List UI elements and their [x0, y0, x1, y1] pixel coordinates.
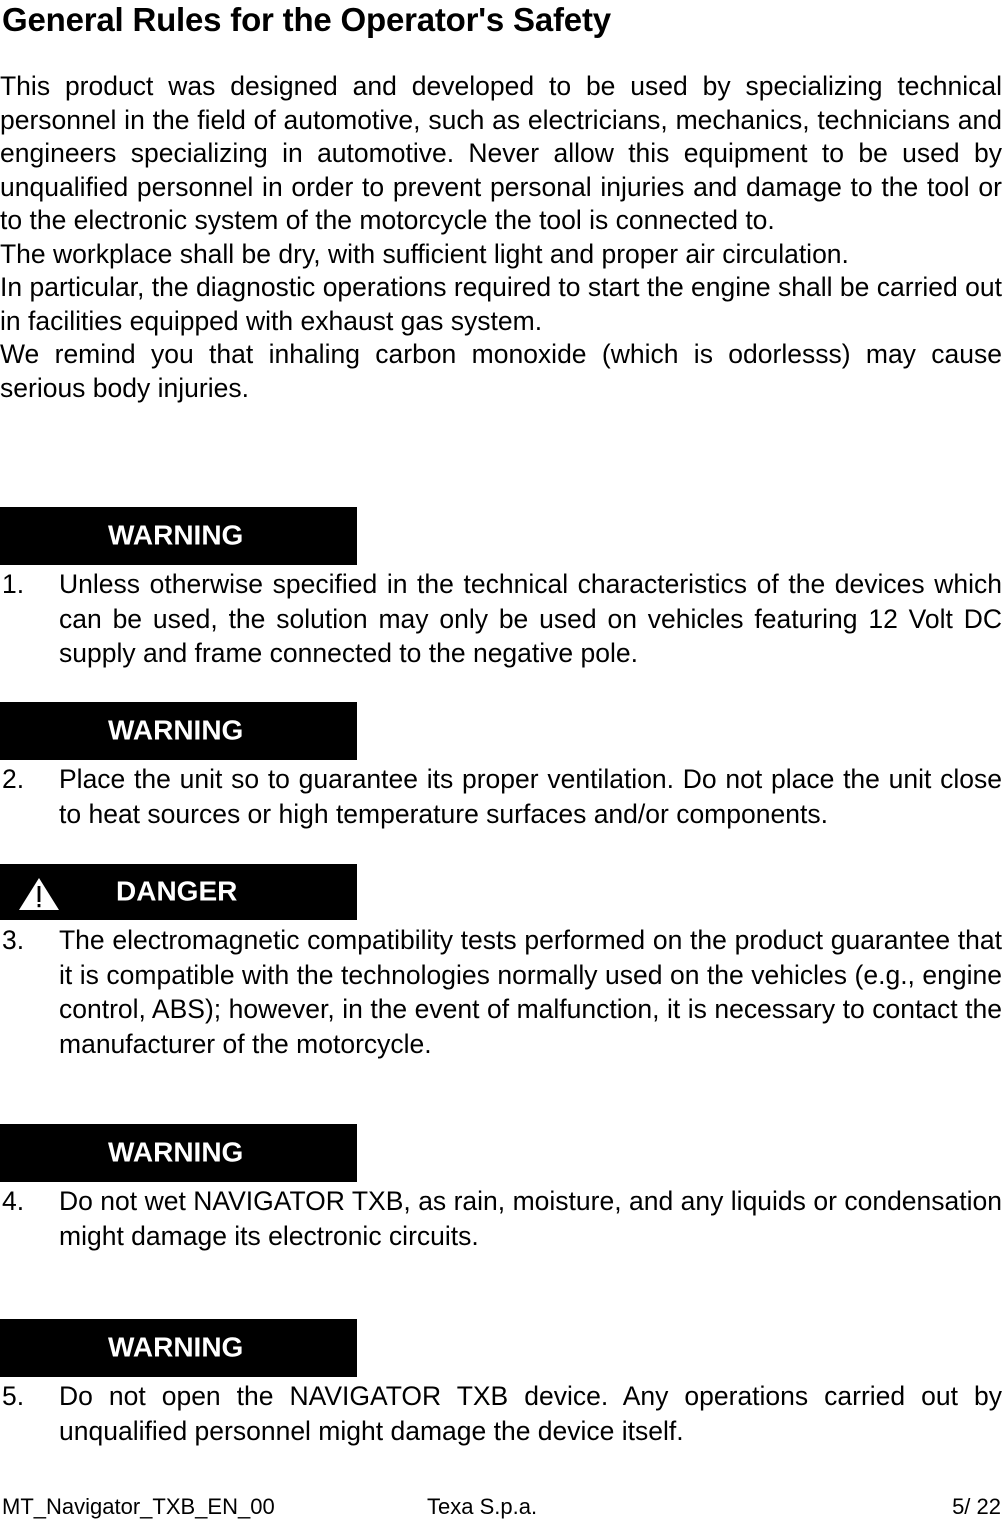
page-footer [0, 1494, 1003, 1520]
item-number: 3. [2, 925, 25, 955]
rule-item [0, 1379, 1002, 1448]
intro-paragraph: In particular, the diagnostic operations required to start the engine shall be carried out in facilities equipped with exhaust gas system. [0, 272, 1002, 336]
intro-paragraph: We remind you that inhaling carbon monoxide (which is odorlesss) may cause serious body injuries. [0, 339, 1002, 403]
intro-section [0, 70, 1002, 405]
item-text: The electromagnetic compatibility tests performed on the product guarantee that it is compatible with the technologies normally used on the vehicles (e.g., engine control, ABS); however, in the event of malfunction, it is necessary to contact the manufacturer of the motorcycle. [59, 925, 1002, 1059]
item-number: 2. [2, 764, 25, 794]
badge-label: WARNING [108, 1331, 244, 1363]
item-number: 5. [2, 1381, 25, 1411]
rule-item [0, 923, 1002, 1061]
item-number: 1. [2, 569, 25, 599]
rule-item [0, 567, 1002, 671]
badge-label: WARNING [108, 1136, 244, 1168]
warning-badge [0, 507, 357, 565]
item-text: Unless otherwise specified in the technical characteristics of the devices which can be used, the solution may only be used on vehicles featuring 12 Volt DC supply and frame connected to the negative pole. [59, 569, 1002, 668]
rule-item [0, 1184, 1002, 1253]
item-text: Do not open the NAVIGATOR TXB device. Any operations carried out by unqualified personnel might damage the device itself. [59, 1381, 1002, 1446]
page-number: 5/ 22 [952, 1494, 1001, 1519]
warning-badge [0, 702, 357, 760]
item-number: 4. [2, 1186, 25, 1216]
company-name: Texa S.p.a. [427, 1494, 538, 1519]
rule-item [0, 762, 1002, 831]
intro-paragraph: The workplace shall be dry, with sufficient light and proper air circulation. [0, 238, 849, 269]
warning-badge [0, 1319, 357, 1377]
badge-label: WARNING [108, 714, 244, 746]
badge-label: WARNING [108, 519, 244, 551]
page-title: General Rules for the Operator's Safety [2, 1, 611, 38]
warning-triangle-icon [18, 877, 60, 911]
badge-label: DANGER [116, 875, 238, 907]
warning-badge [0, 1124, 357, 1182]
item-text: Do not wet NAVIGATOR TXB, as rain, moisture, and any liquids or condensation might damage its electronic circuits. [59, 1186, 1002, 1251]
intro-paragraph: This product was designed and developed to be used by specializing technical personnel in the field of automotive, such as electricians, mechanics, technicians and engineers specializing in automotive. Never allow this equipment to be used by unqualified personnel in order to prevent personal injuries and damage to the tool or to the electronic system of the motorcycle the tool is connected to. [0, 71, 1002, 235]
document-code: MT_Navigator_TXB_EN_00 [2, 1494, 275, 1519]
item-text: Place the unit so to guarantee its proper ventilation. Do not place the unit close to heat sources or high temperature surfaces and/or components. [59, 764, 1002, 829]
danger-badge [0, 864, 357, 920]
